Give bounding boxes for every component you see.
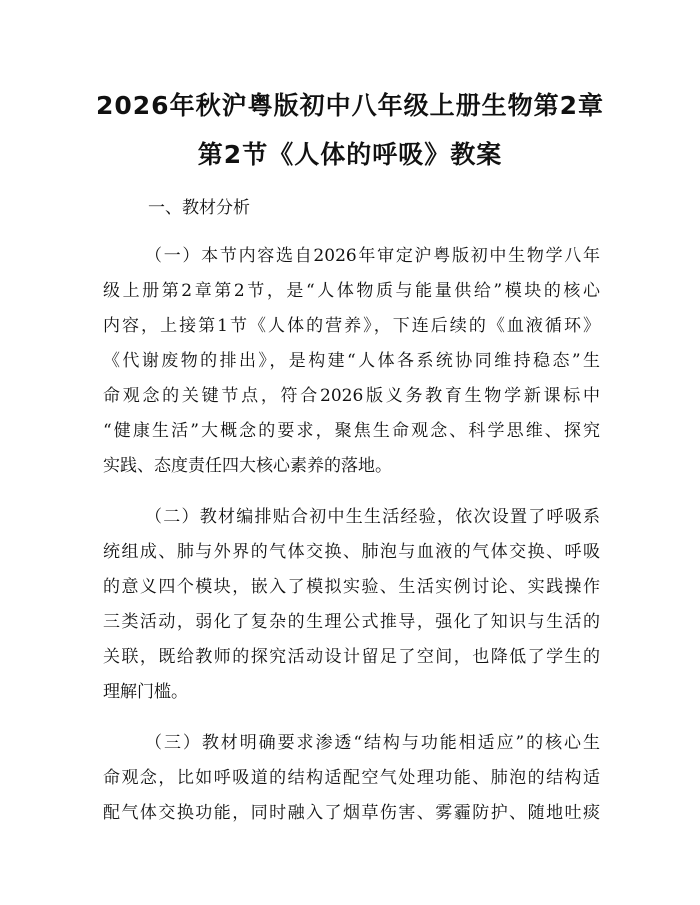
paragraph-1-line-2: 级上册第2章第2节，是“人体物质与能量供给”模块的核心 <box>103 281 600 301</box>
paragraph-2-line-2: 统组成、肺与外界的气体交换、肺泡与血液的气体交换、呼吸 <box>103 542 600 562</box>
paragraph-1-line-3: 内容，上接第1节《人体的营养》，下连后续的《血液循环》 <box>103 316 600 336</box>
paragraph-2-line-4: 三类活动，弱化了复杂的生理公式推导，强化了知识与生活的 <box>103 612 600 632</box>
section-heading: 一、教材分析 <box>148 198 250 218</box>
paragraph-3-line-3: 配气体交换功能，同时融入了烟草伤害、雾霾防护、随地吐痰 <box>103 803 600 823</box>
paragraph-1-line-5: 命观念的关键节点，符合2026版义务教育生物学新课标中 <box>103 386 600 406</box>
paragraph-2-line-3: 的意义四个模块，嵌入了模拟实验、生活实例讨论、实践操作 <box>103 577 600 597</box>
paragraph-2-line-6: 理解门槛。 <box>103 682 188 702</box>
paragraph-1-line-1: （一）本节内容选自2026年审定沪粤版初中生物学八年 <box>145 246 600 266</box>
paragraph-1-line-7: 实践、态度责任四大核心素养的落地。 <box>103 456 392 476</box>
document-title-line-2: 第2节《人体的呼吸》教案 <box>197 140 503 169</box>
paragraph-1-line-6: “健康生活”大概念的要求，聚焦生命观念、科学思维、探究 <box>103 421 600 441</box>
document-title-line-1: 2026年秋沪粤版初中八年级上册生物第2章 <box>96 91 604 120</box>
paragraph-2-line-5: 关联，既给教师的探究活动设计留足了空间，也降低了学生的 <box>103 647 600 667</box>
paragraph-3-line-2: 命观念，比如呼吸道的结构适配空气处理功能、肺泡的结构适 <box>103 768 600 788</box>
paragraph-3-line-1: （三）教材明确要求渗透“结构与功能相适应”的核心生 <box>145 733 600 753</box>
paragraph-1-line-4: 《代谢废物的排出》，是构建“人体各系统协同维持稳态”生 <box>103 351 600 371</box>
paragraph-2-line-1: （二）教材编排贴合初中生生活经验，依次设置了呼吸系 <box>145 507 600 527</box>
